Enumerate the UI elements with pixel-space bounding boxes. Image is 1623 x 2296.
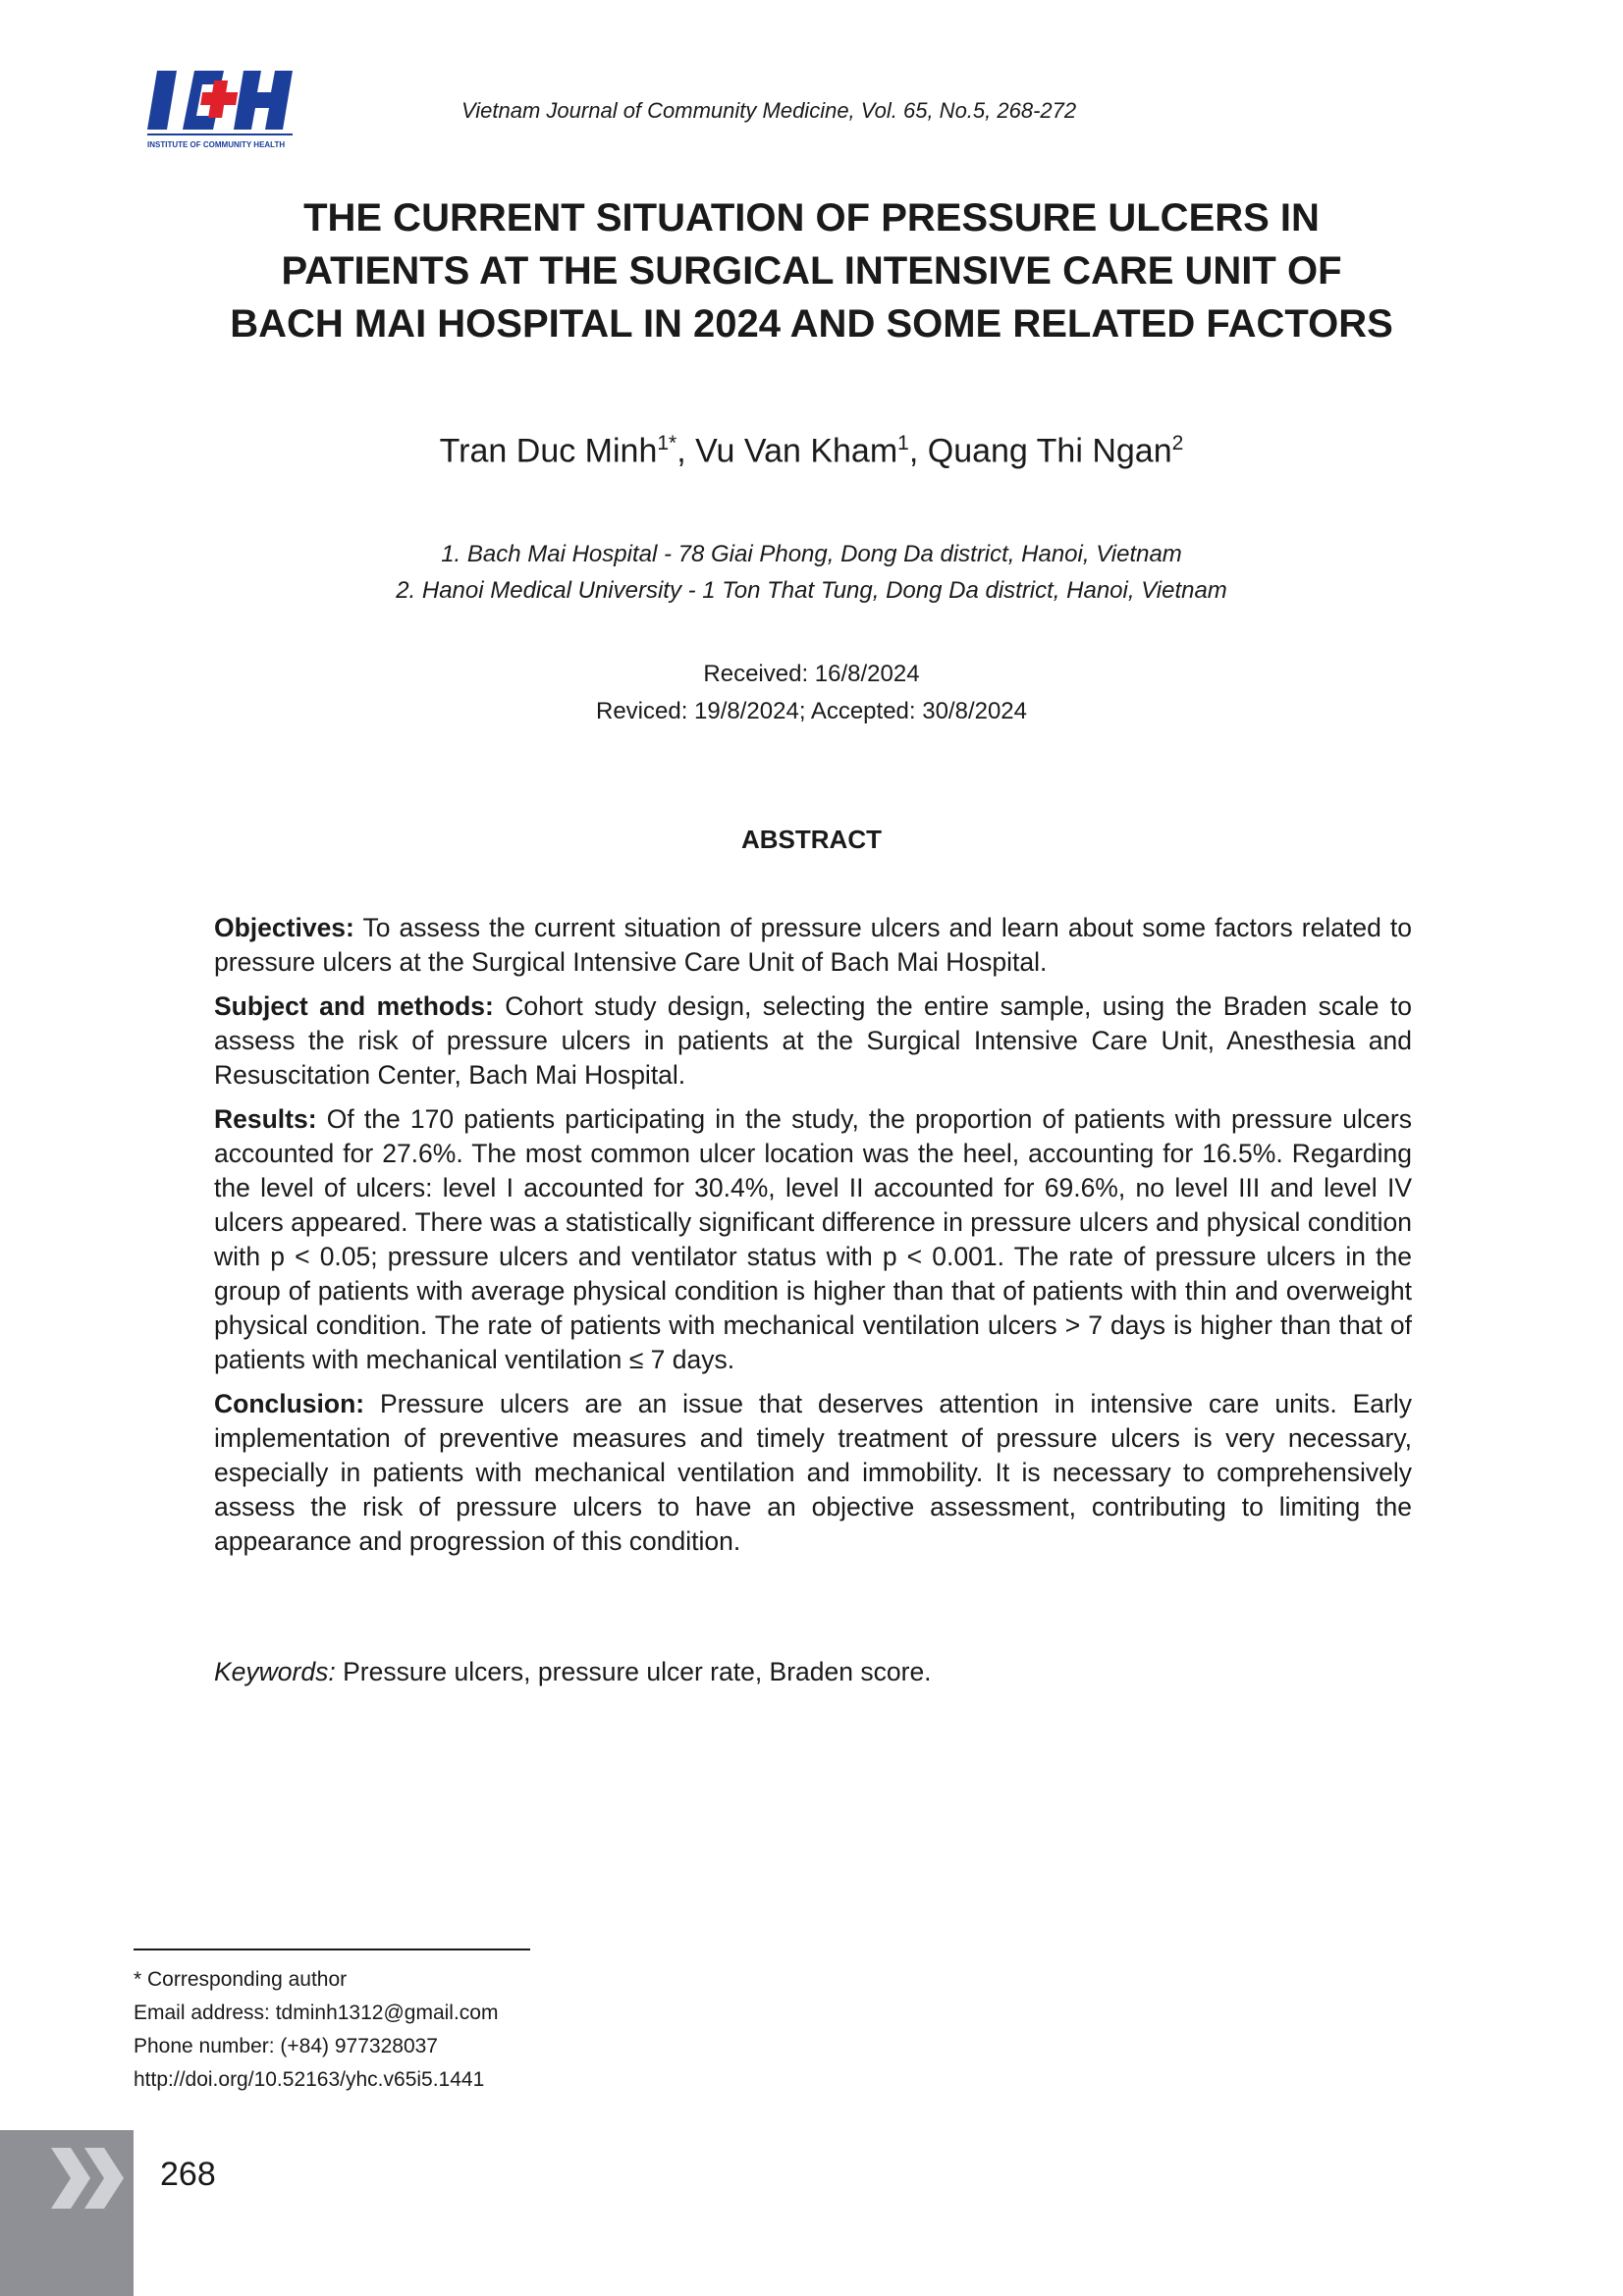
abstract-section xyxy=(214,1102,1412,1377)
keywords xyxy=(214,1657,1412,1687)
abstract-heading: ABSTRACT xyxy=(741,825,882,854)
abstract-section xyxy=(214,911,1412,980)
journal-reference: Vietnam Journal of Community Medicine, Vol. 65, No.5, 268-272 xyxy=(461,98,1077,123)
title-line: PATIENTS AT THE SURGICAL INTENSIVE CARE UNIT OF xyxy=(281,249,1342,293)
page-number: 268 xyxy=(160,2156,216,2193)
author-name: Tran Duc Minh xyxy=(439,432,658,470)
title-line: BACH MAI HOSPITAL IN 2024 AND SOME RELATED FACTORS xyxy=(230,302,1393,346)
email-address: Email address: tdminh1312@gmail.com xyxy=(134,2002,499,2024)
section-label: Results: xyxy=(214,1104,317,1134)
revised-accepted-date: Reviced: 19/8/2024; Accepted: 30/8/2024 xyxy=(596,698,1027,724)
logo-subtitle: INSTITUTE OF COMMUNITY HEALTH xyxy=(147,140,286,149)
keywords-label: Keywords: xyxy=(214,1657,336,1686)
received-date: Received: 16/8/2024 xyxy=(703,661,920,687)
corresponding-author-note: * Corresponding author xyxy=(134,1968,348,1991)
abstract-section xyxy=(214,989,1412,1093)
section-label: Objectives: xyxy=(214,913,354,942)
doi-link[interactable]: http://doi.org/10.52163/yhc.v65i5.1441 xyxy=(134,2068,485,2091)
section-text: Pressure ulcers are an issue that deserves attention in intensive care units. Early implementation of preventive measures and timely treatment of pressure ulcers is very necessary, especially in patients with mechanical ventilation and immobility. It is necessary to comprehensively assess the risk of pressure ulcers to have an objective assessment, contributing to limiting the appearance and progression of this condition. xyxy=(214,1389,1412,1556)
institute-logo xyxy=(134,69,295,159)
author-affiliation-mark: 1* xyxy=(657,432,677,454)
logo-mark xyxy=(147,71,293,130)
author-name: Vu Van Kham xyxy=(695,432,898,470)
phone-number: Phone number: (+84) 977328037 xyxy=(134,2035,438,2057)
section-label: Conclusion: xyxy=(214,1389,365,1418)
author-name: Quang Thi Ngan xyxy=(927,432,1172,470)
abstract-body xyxy=(214,911,1412,1569)
section-label: Subject and methods: xyxy=(214,991,494,1021)
affiliation: 1. Bach Mai Hospital - 78 Giai Phong, Dong Da district, Hanoi, Vietnam xyxy=(441,541,1182,567)
double-chevron-icon xyxy=(47,2144,135,2213)
section-text: Of the 170 patients participating in the study, the proportion of patients with pressure ulcers accounted for 27.6%. The most common ulcer location was the heel, accounting for 16.5%. Regarding the level of ulcers: level I accounted for 30.4%, level II accounted for 69.6%, no level III and level IV ulcers appeared. There was a statistically significant difference in pressure ulcers and physical condition with p < 0.05; pressure ulcers and ventilator status with p < 0.001. The rate of pressure ulcers in the group of patients with average physical condition is higher than that of patients with thin and overweight physical condition. The rate of patients with mechanical ventilation ulcers > 7 days is higher than that of patients with mechanical ventilation ≤ 7 days. xyxy=(214,1104,1412,1374)
footnote-divider xyxy=(134,1949,530,1950)
keywords-text: Pressure ulcers, pressure ulcer rate, Braden score. xyxy=(343,1657,932,1686)
section-text: To assess the current situation of pressure ulcers and learn about some factors related to pressure ulcers at the Surgical Intensive Care Unit of Bach Mai Hospital. xyxy=(214,913,1412,977)
abstract-section xyxy=(214,1387,1412,1559)
article-title xyxy=(98,191,1525,350)
author-affiliation-mark: 1 xyxy=(897,432,909,454)
title-line: THE CURRENT SITUATION OF PRESSURE ULCERS IN xyxy=(303,196,1320,240)
section-text: Cohort study design, selecting the entire sample, using the Braden scale to assess the risk of pressure ulcers in patients at the Surgical Intensive Care Unit, Anesthesia and Resuscitation Center, Bach Mai Hospital. xyxy=(214,991,1412,1090)
author-affiliation-mark: 2 xyxy=(1171,432,1184,454)
author-list: Tran Duc Minh$^{1*}$, Vu Van Kham$^1$, Quang Thi Ngan$^2$ xyxy=(439,432,1184,470)
affiliation: 2. Hanoi Medical University - 1 Ton That Tung, Dong Da district, Hanoi, Vietnam xyxy=(396,577,1227,604)
